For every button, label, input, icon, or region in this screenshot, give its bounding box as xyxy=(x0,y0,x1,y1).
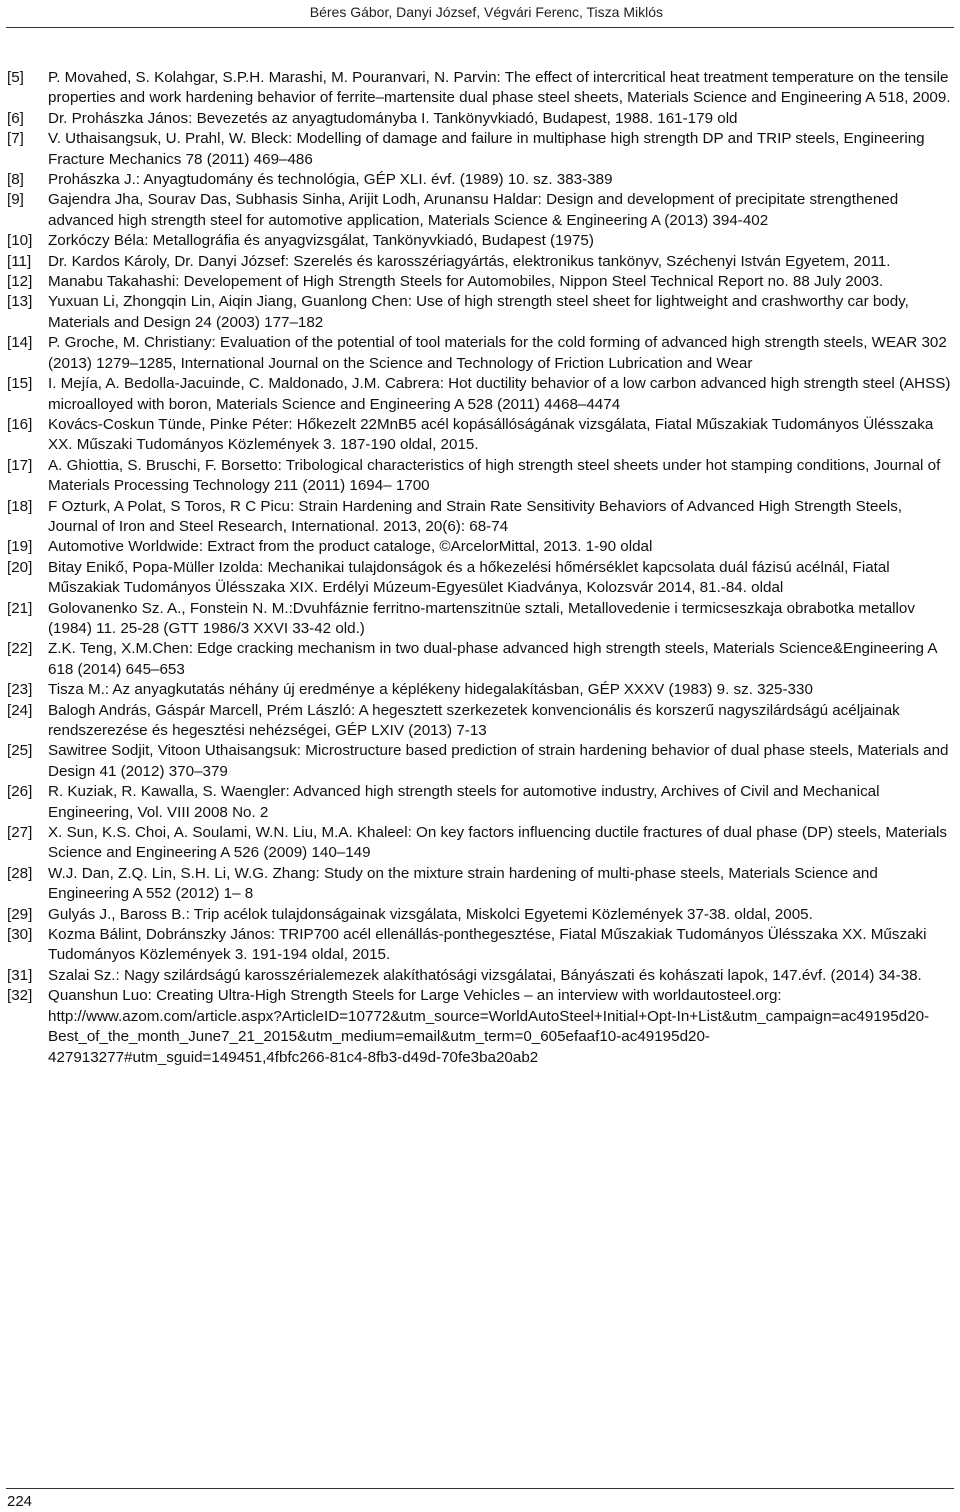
reference-text: Prohászka J.: Anyagtudomány és technológia, GÉP XLI. évf. (1989) 10. sz. 383-389 xyxy=(48,171,613,189)
reference-text: P. Movahed, S. Kolahgar, S.P.H. Marashi, M. Pouranvari, N. Parvin: The effect of intercritical heat treatment temperature on the tensile properties and work hardening behavior of ferrite–martensite dual phase steel sheets, Materials Science and Engineering A 518, 2009. xyxy=(48,69,951,107)
reference-text: Tisza M.: Az anyagkutatás néhány új eredménye a képlékeny hidegalakításban, GÉP XXXV (1983) 9. sz. 325-330 xyxy=(48,681,813,699)
reference-number: [23] xyxy=(7,681,33,699)
reference-item xyxy=(7,374,951,415)
reference-text: Yuxuan Li, Zhongqin Lin, Aiqin Jiang, Guanlong Chen: Use of high strength steel sheet for lightweight and crashworthy car body, Materials and Design 24 (2003) 177–182 xyxy=(48,293,909,331)
reference-text: P. Groche, M. Christiany: Evaluation of the potential of tool materials for the cold forming of advanced high strength steels, WEAR 302 (2013) 1279–1285, International Journal on the Science and Technology of Friction Lubrication and Wear xyxy=(48,334,947,372)
reference-item xyxy=(7,823,951,864)
reference-text: X. Sun, K.S. Choi, A. Soulami, W.N. Liu, M.A. Khaleel: On key factors influencing ductile fractures of dual phase (DP) steels, Materials Science and Engineering A 526 (2009) 140–149 xyxy=(48,824,947,862)
reference-text: A. Ghiottia, S. Bruschi, F. Borsetto: Tribological characteristics of high strength steel sheets under hot stamping conditions, Journal of Materials Processing Technology 211 (2011) 1694– 1700 xyxy=(48,456,941,495)
reference-item xyxy=(7,905,951,925)
reference-text: F Ozturk, A Polat, S Toros, R C Picu: Strain Hardening and Strain Rate Sensitivity Behaviors of Advanced High Strength Steels, Journal of Iron and Steel Research, International. 2013, 20(6): 68-74 xyxy=(48,497,903,535)
reference-number: [32] xyxy=(7,987,33,1005)
reference-text: Manabu Takahashi: Developement of High Strength Steels for Automobiles, Nippon Steel Technical Report no. 88 July 2003. xyxy=(48,273,884,291)
reference-number: [14] xyxy=(7,334,33,352)
reference-text: Dr. Prohászka János: Bevezetés az anyagtudományba I. Tankönyvkiadó, Budapest, 1988. 161-179 old xyxy=(48,109,738,127)
reference-item xyxy=(7,415,951,456)
reference-item xyxy=(7,292,951,333)
reference-item xyxy=(7,456,951,497)
reference-number: [12] xyxy=(7,273,33,291)
reference-text: R. Kuziak, R. Kawalla, S. Waengler: Advanced high strength steels for automotive industry, Archives of Civil and Mechanical Engineering, Vol. VIII 2008 No. 2 xyxy=(48,783,880,821)
reference-number: [7] xyxy=(7,130,24,148)
reference-text: Gajendra Jha, Sourav Das, Subhasis Sinha, Arijit Lodh, Arunansu Haldar: Design and development of precipitate strengthened advanced high strength steel for automotive application, Materials Science & Engineering A (2013) 394-402 xyxy=(48,191,899,229)
reference-item xyxy=(7,639,951,680)
reference-item xyxy=(7,231,951,251)
reference-number: [31] xyxy=(7,966,33,984)
reference-number: [24] xyxy=(7,701,33,719)
reference-number: [8] xyxy=(7,171,24,189)
reference-item xyxy=(7,966,951,986)
reference-text: Balogh András, Gáspár Marcell, Prém László: A hegesztett szerkezetek konvencionális és korszerű nagyszilárdságú acéljainak rendszerezése és hegesztési nehézségei, GÉP LXIV (2013) 7-13 xyxy=(48,701,900,739)
reference-text: I. Mejía, A. Bedolla-Jacuinde, C. Maldonado, J.M. Cabrera: Hot ductility behavior of a low carbon advanced high strength steel (AHSS) microalloyed with boron, Materials Science and Engineering A 528 (2011) 4468–4474 xyxy=(48,375,951,413)
reference-number: [16] xyxy=(7,415,33,433)
reference-item xyxy=(7,537,951,557)
reference-number: [27] xyxy=(7,824,33,842)
reference-item xyxy=(7,129,951,170)
reference-number: [10] xyxy=(7,232,33,250)
reference-item xyxy=(7,864,951,905)
reference-item xyxy=(7,272,951,292)
reference-number: [28] xyxy=(7,864,33,882)
running-header: Béres Gábor, Danyi József, Végvári Ferenc, Tisza Miklós xyxy=(309,4,663,20)
reference-item xyxy=(7,741,951,782)
reference-item xyxy=(7,109,951,129)
reference-item xyxy=(7,497,951,538)
reference-number: [15] xyxy=(7,375,33,393)
reference-number: [22] xyxy=(7,640,33,658)
reference-text: Sawitree Sodjit, Vitoon Uthaisangsuk: Microstructure based prediction of strain hardening behavior of dual phase steels, Materials and Design 41 (2012) 370–379 xyxy=(48,742,949,780)
reference-item xyxy=(7,701,951,742)
reference-text: Automotive Worldwide: Extract from the product cataloge, ©ArcelorMittal, 2013. 1-90 oldal xyxy=(48,538,653,556)
reference-item xyxy=(7,170,951,190)
reference-text: Quanshun Luo: Creating Ultra-High Strength Steels for Large Vehicles – an interview with worldautosteel.org: http://www.azom.com/article.aspx?ArticleID=10772&utm_source=WorldAutoSteel+Initial+Opt-In+List&utm_campaign=ac49195d20-Best_of_the_month_June7_21_2015&utm_medium=email&utm_term=0_605efaaf10-ac49195d20-427913277#utm_sguid=149451,4fbfc266-81c4-8fb3-d49d-70fe3ba20ab2 xyxy=(48,987,930,1066)
reference-text: Kozma Bálint, Dobránszky János: TRIP700 acél ellenállás-ponthegesztése, Fiatal Műszakiak Tudományos Ülésszaka XX. Műszaki Tudományos Közlemények 3. 191-194 oldal, 2015. xyxy=(48,926,927,964)
reference-number: [5] xyxy=(7,69,24,86)
reference-number: [17] xyxy=(7,456,33,474)
reference-text: Z.K. Teng, X.M.Chen: Edge cracking mechanism in two dual-phase advanced high strength steels, Materials Science&Engineering A 618 (2014) 645–653 xyxy=(48,640,937,678)
reference-number: [20] xyxy=(7,558,33,576)
reference-item xyxy=(7,680,951,700)
reference-number: [21] xyxy=(7,599,33,617)
reference-number: [6] xyxy=(7,109,24,127)
reference-number: [25] xyxy=(7,742,33,760)
reference-number: [9] xyxy=(7,191,24,209)
reference-text: V. Uthaisangsuk, U. Prahl, W. Bleck: Modelling of damage and failure in multiphase high strength DP and TRIP steels, Engineering Fracture Mechanics 78 (2011) 469–486 xyxy=(48,130,925,168)
reference-item xyxy=(7,925,951,966)
reference-item xyxy=(7,68,951,109)
reference-text: Golovanenko Sz. A., Fonstein N. M.:Dvuhfáznie ferritno-martenszitnüe sztali, Metallovedenie i termicseszkaja obrabotka metallov (1984) 11. 25-28 (GTT 1986/3 XXVI 33-42 old.) xyxy=(48,599,915,637)
reference-item xyxy=(7,190,951,231)
reference-text: Kovács-Coskun Tünde, Pinke Péter: Hőkezelt 22MnB5 acél kopásállóságának vizsgálata, Fiatal Műszakiak Tudományos Ülésszaka XX. Műszaki Tudományos Közlemények 3. 187-190 oldal, 2015. xyxy=(48,415,934,454)
reference-number: [26] xyxy=(7,783,33,801)
reference-item xyxy=(7,252,951,272)
header-divider xyxy=(6,27,954,28)
reference-number: [19] xyxy=(7,538,33,556)
reference-item xyxy=(7,986,951,1068)
reference-number: [11] xyxy=(7,252,32,270)
reference-text: W.J. Dan, Z.Q. Lin, S.H. Li, W.G. Zhang: Study on the mixture strain hardening of multi-phase steels, Materials Science and Engineering A 552 (2012) 1– 8 xyxy=(48,864,878,903)
reference-item xyxy=(7,599,951,640)
reference-number: [30] xyxy=(7,926,33,944)
reference-text: Gulyás J., Baross B.: Trip acélok tulajdonságainak vizsgálata, Miskolci Egyetemi Közlemények 37-38. oldal, 2005. xyxy=(48,905,813,923)
reference-number: [29] xyxy=(7,905,33,923)
reference-item xyxy=(7,558,951,599)
reference-text: Zorkóczy Béla: Metallográfia és anyagvizsgálat, Tankönyvkiadó, Budapest (1975) xyxy=(48,232,594,250)
reference-text: Bitay Enikő, Popa-Müller Izolda: Mechanikai tulajdonságok és a hőkezelési hőmérséklet kapcsolata duál fázisú acélnál, Fiatal Műszakiak Tudományos Ülésszaka XIX. Erdélyi Múzeum-Egyesület Kiadványa, Kolozsvár 2014, 81.-84. oldal xyxy=(48,558,890,597)
reference-item xyxy=(7,333,951,374)
reference-number: [18] xyxy=(7,497,33,515)
reference-list xyxy=(7,68,951,1068)
reference-text: Szalai Sz.: Nagy szilárdságú karosszérialemezek alakíthatósági vizsgálatai, Bányászati és kohászati lapok, 147.évf. (2014) 34-38. xyxy=(48,966,922,984)
reference-text: Dr. Kardos Károly, Dr. Danyi József: Szerelés és karosszériagyártás, elektronikus tankönyv, Széchenyi István Egyetem, 2011. xyxy=(48,252,891,270)
footer-divider xyxy=(6,1488,954,1489)
reference-number: [13] xyxy=(7,293,33,311)
page-number: 224 xyxy=(7,1493,33,1510)
reference-item xyxy=(7,782,951,823)
